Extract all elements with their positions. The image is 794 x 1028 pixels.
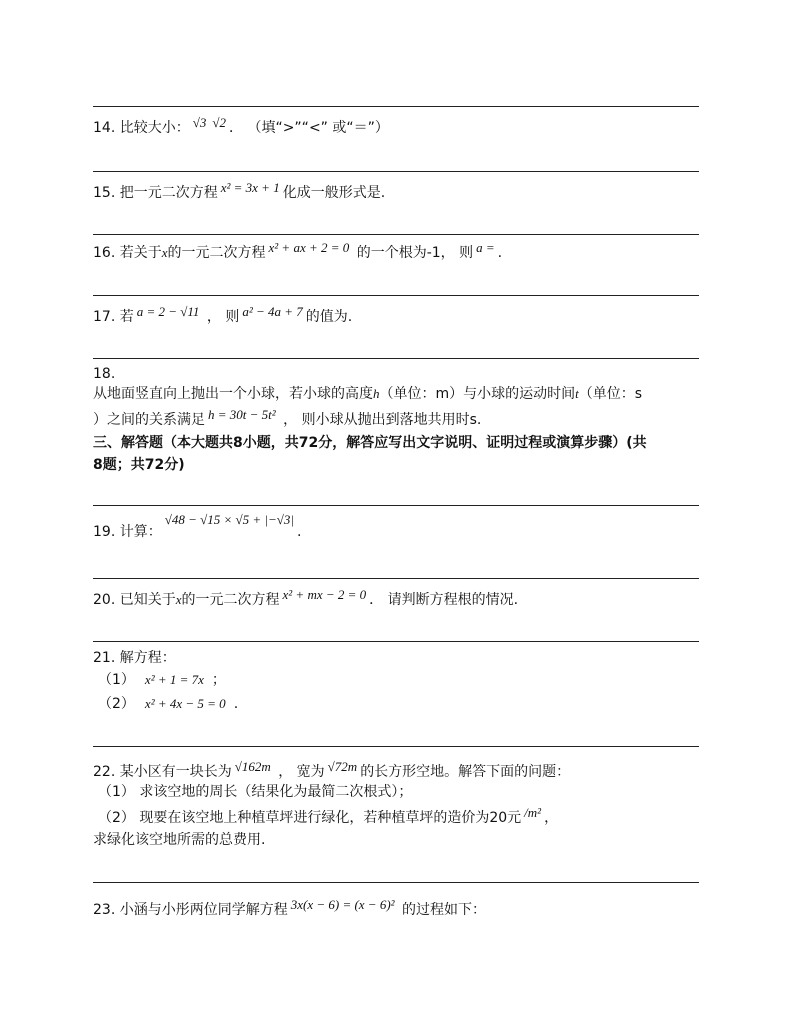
divider: [93, 358, 699, 359]
question-14: 14. 比较大小： √3 √2 ． （填“>”“<” 或“＝”）: [93, 115, 389, 136]
question-21: 21. 解方程：: [93, 650, 176, 666]
divider: [93, 295, 699, 296]
question-15: 15. 把一元二次方程 x² = 3x + 1 化成一般形式是.: [93, 180, 386, 201]
question-19: 19. 计算：√48 − √15 × √5 + |−√3|.: [93, 512, 302, 540]
divider: [93, 171, 699, 172]
question-22-part-2: （2） 现要在该空地上种植草坪进行绿化，若种植草坪的造价为20元 /m² ，: [98, 805, 559, 826]
question-20: 20. 已知关于x的一元二次方程 x² + mx − 2 = 0 ． 请判断方程根的情况.: [93, 587, 519, 608]
math-expression: /m²: [524, 805, 542, 820]
math-expression: x² = 3x + 1: [220, 180, 280, 195]
divider: [93, 106, 699, 107]
section-heading: 三、解答题（本大题共8小题，共72分，解答应写出文字说明、证明过程或演算步骤）(共: [93, 435, 647, 451]
question-23: 23. 小涵与小彤两位同学解方程 3x(x − 6) = (x − 6)² 的过程如下：: [93, 897, 487, 918]
math-expression: √3: [192, 115, 207, 130]
math-expression: x² + ax + 2 = 0: [268, 240, 350, 255]
section-heading-cont: 8题；共72分): [93, 457, 185, 473]
question-16: 16. 若关于x的一元二次方程 x² + ax + 2 = 0 的一个根为-1， 则 a = .: [93, 240, 503, 261]
math-expression: h = 30t − 5t²: [208, 407, 276, 422]
math-expression: a² − 4a + 7: [242, 304, 303, 319]
math-expression: √162m: [234, 759, 271, 774]
question-22-part-1: （1） 求该空地的周长（结果化为最简二次根式）；: [98, 784, 413, 800]
question-17: 17. 若 a = 2 − √11 ， 则 a² − 4a + 7 的值为.: [93, 304, 353, 325]
question-21-item-1: （1） x² + 1 = 7x ；: [98, 672, 226, 688]
math-expression: x² + mx − 2 = 0: [282, 587, 367, 602]
divider: [93, 505, 699, 506]
question-18-number: 18.: [93, 366, 116, 382]
divider: [93, 882, 699, 883]
math-expression: a = 2 − √11: [136, 304, 200, 319]
divider: [93, 578, 699, 579]
question-18-line2: ）之间的关系满足 h = 30t − 5t² ， 则小球从抛出到落地共用时s.: [93, 407, 482, 428]
math-expression: √72m: [327, 759, 358, 774]
math-expression: √2: [212, 115, 226, 130]
math-expression: a =: [476, 240, 495, 255]
question-22: 22. 某小区有一块长为 √162m ， 宽为 √72m 的长方形空地。解答下面的问题：: [93, 759, 571, 780]
divider: [93, 641, 699, 642]
divider: [93, 234, 699, 235]
divider: [93, 746, 699, 747]
math-expression: √48 − √15 × √5 + |−√3|: [164, 512, 294, 527]
math-expression: x² + 4x − 5 = 0: [144, 696, 226, 711]
question-21-item-2: （2） x² + 4x − 5 = 0 .: [98, 696, 239, 712]
question-22-part-2-cont: 求绿化该空地所需的总费用.: [93, 832, 266, 848]
math-expression: x² + 1 = 7x: [144, 672, 204, 687]
question-18-line1: 从地面竖直向上抛出一个小球，若小球的高度h（单位：m）与小球的运动时间t（单位：s: [93, 386, 643, 402]
math-expression: 3x(x − 6) = (x − 6)²: [290, 897, 395, 912]
